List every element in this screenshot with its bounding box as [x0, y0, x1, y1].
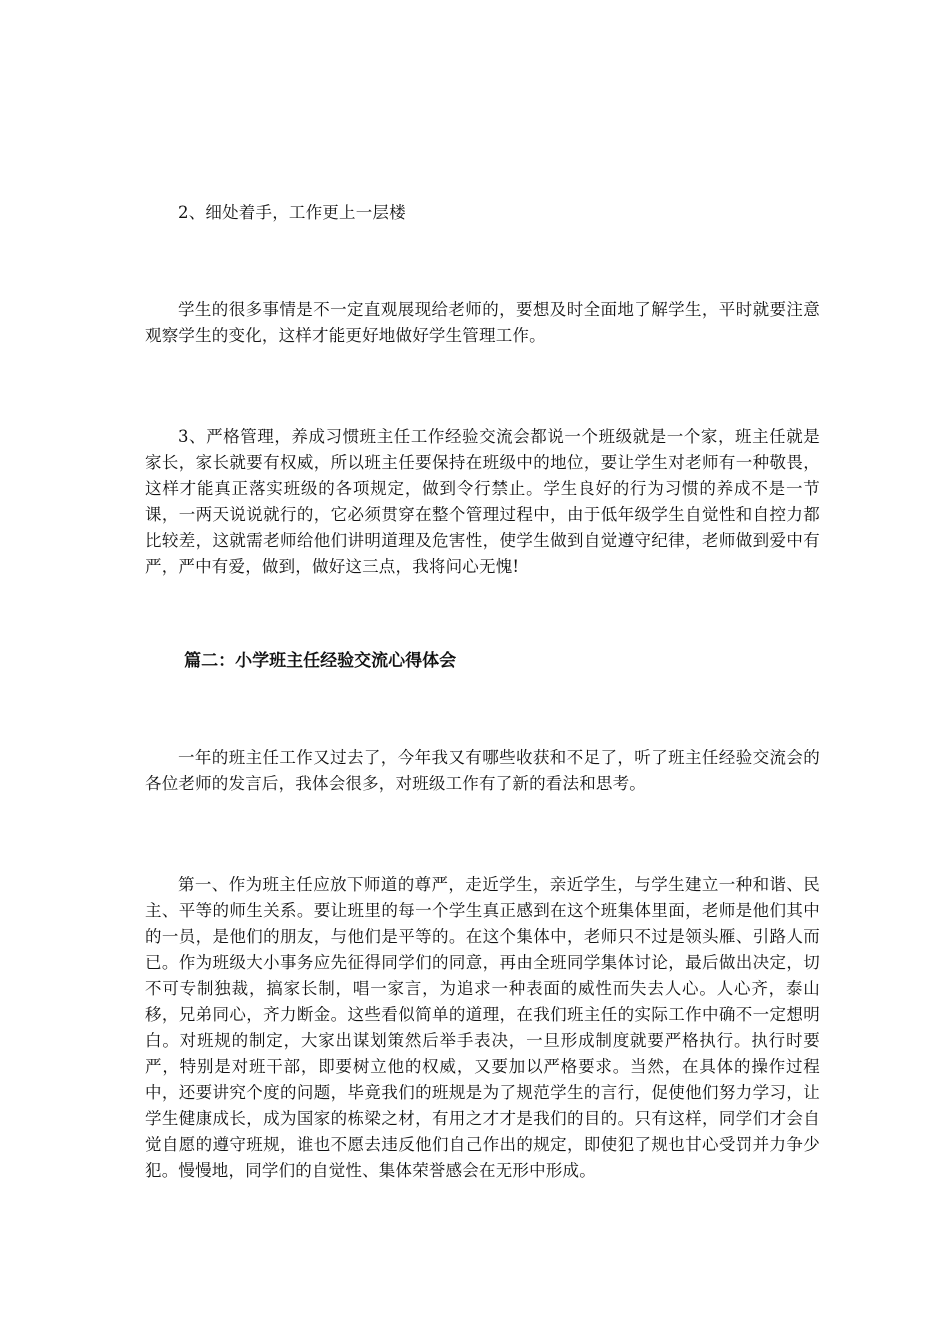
section-2-title: 2、细处着手，工作更上一层楼	[178, 203, 406, 222]
section-3-body: 3、严格管理，养成习惯班主任工作经验交流会都说一个班级就是一个家，班主任就是家长，家长就要有权威，所以班主任要保持在班级中的地位，要让学生对老师有一种敬畏，这样才能真正落实班级的各项规定，做到令行禁止。学生良好的行为习惯的养成不是一节课，一两天说说就行的，它必须贯穿在整个管理过程中，由于低年级学生自觉性和自控力都比较差，这就需老师给他们讲明道理及危害性，使学生做到自觉遵守纪律，老师做到爱中有严，严中有爱，做到，做好这三点，我将问心无愧!	[145, 427, 820, 576]
section-2-body: 学生的很多事情是不一定直观展现给老师的，要想及时全面地了解学生，平时就要注意观察学生的变化，这样才能更好地做好学生管理工作。	[145, 300, 820, 345]
part-2-intro: 一年的班主任工作又过去了，今年我又有哪些收获和不足了，听了班主任经验交流会的各位老师的发言后，我体会很多，对班级工作有了新的看法和思考。	[145, 748, 820, 793]
part-2-first-point: 第一、作为班主任应放下师道的尊严，走近学生，亲近学生，与学生建立一种和谐、民主、平等的师生关系。要让班里的每一个学生真正感到在这个班集体里面，老师是他们其中的一员，是他们的朋友，与他们是平等的。在这个集体中，老师只不过是领头雁、引路人而已。作为班级大小事务应先征得同学们的同意，再由全班同学集体讨论，最后做出决定，切不可专制独裁，搞家长制，唱一家言，为追求一种表面的威性而失去人心。人心齐，泰山移，兄弟同心，齐力断金。这些看似简单的道理，在我们班主任的实际工作中确不一定想明白。对班规的制定，大家出谋划策然后举手表决，一旦形成制度就要严格执行。执行时要严，特别是对班干部，即要树立他的权威，又要加以严格要求。当然，在具体的操作过程中，还要讲究个度的问题，毕竟我们的班规是为了规范学生的言行，促使他们努力学习，让学生健康成长，成为国家的栋梁之材，有用之才才是我们的目的。只有这样，同学们才会自觉自愿的遵守班规，谁也不愿去违反他们自己作出的规定，即使犯了规也甘心受罚并力争少犯。慢慢地，同学们的自觉性、集体荣誉感会在无形中形成。	[145, 875, 820, 1180]
part-2-heading: 篇二：小学班主任经验交流心得体会	[184, 651, 457, 671]
